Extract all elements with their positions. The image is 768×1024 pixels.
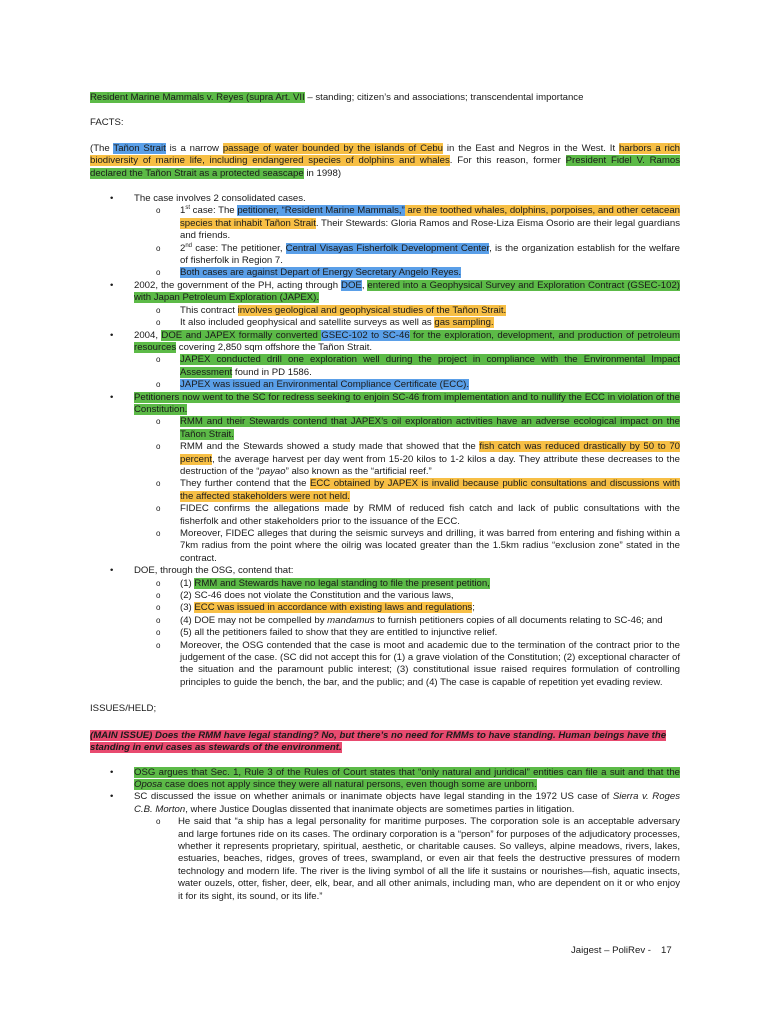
main-issue: (MAIN ISSUE) Does the RMM have legal standing? No, but there’s no need for RMMs to have standing. Human beings have the standing in envi cases as stewards of the environment. — [90, 729, 667, 754]
list-item: o Moreover, FIDEC alleges that during the seismic surveys and drilling, it was barred from entering and fishing within a 7km radius from the point where the oilrig was located greater than the 1.5km radius “exclusion zone” stated in the contract. — [134, 528, 680, 565]
list-item: o (2) SC-46 does not violate the Constitution and the various laws, — [134, 590, 680, 602]
sub-list — [134, 305, 680, 330]
list-item: o (4) DOE may not be compelled by mandamus to furnish petitioners copies of all documents relating to SC-46; and — [134, 615, 680, 627]
sub-list — [134, 816, 680, 903]
held-list — [90, 767, 680, 903]
list-item: o (5) all the petitioners failed to show that they are entitled to injunctive relief. — [134, 627, 680, 639]
list-item: o (3) ECC was issued in accordance with existing laws and regulations; — [134, 602, 680, 614]
sub-list — [134, 354, 680, 391]
list-item: o RMM and the Stewards showed a study made that showed that the fish catch was reduced drastically by 50 to 70 percent, the average harvest per day went from 15-20 kilos to 1-2 kilos a day. They attribute these decreases to the destruction of the “payao” also known as the “artificial reef.” — [134, 441, 680, 478]
footer-label: Jaigest – PoliRev - — [571, 945, 651, 956]
list-item: o This contract involves geological and geophysical studies of the Tañon Strait. — [134, 305, 680, 317]
page-footer — [571, 945, 672, 957]
document-body — [90, 92, 680, 903]
list-item: o (1) RMM and Stewards have no legal standing to file the present petition, — [134, 578, 680, 590]
list-item: • 2002, the government of the PH, acting through DOE, entered into a Geophysical Survey and Exploration Contract (GSEC-102) with Japan Petroleum Exploration (JAPEX). o This contract involves geological and geophysical studies of the Tañon Strait. o It also included geophysical and satellite surveys as well as gas sampling. — [90, 280, 680, 330]
list-item: o FIDEC confirms the allegations made by RMM of reduced fish catch and lack of public consultations with the fisherfolk and other stakeholders prior to the issuance of the ECC. — [134, 503, 680, 528]
sub-list — [134, 578, 680, 690]
page-number: 17 — [660, 945, 672, 956]
list-item: o 2nd case: The petitioner, Central Visayas Fisherfolk Development Center, is the organization establish for the welfare of fisherfolk in Region 7. — [134, 243, 680, 268]
facts-list — [90, 193, 680, 689]
list-item: o 1st case: The petitioner, “Resident Marine Mammals,” are the toothed whales, dolphins, porpoises, and other cetacean species that inhabit Tañon Strait. Their Stewards: Gloria Ramos and Rose-Liza Eisma Osorio are their legal guardians and friends. — [134, 205, 680, 242]
list-item: o He said that “a ship has a legal personality for maritime purposes. The corporation sole is an acceptable adversary and large fortunes ride on its cases. The ordinary corporation is a “person” for purposes of the adjudicatory processes, whether it represents proprietary, spiritual, aesthetic, or charitable causes. So valleys, alpine meadows, rivers, lakes, estuaries, beaches, ridges, groves of trees, swampland, or even air that feels the destructive pressures of modern technology and modern life. The river is the living symbol of all the life it sustains or nourishes—fish, aquatic insects, water ouzels, otter, fisher, deer, elk, bear, and all other animals, including man, who are dependent on it or who enjoy it for its sight, its sound, or its life.” — [134, 816, 680, 903]
list-item: • 2004, DOE and JAPEX formally converted GSEC-102 to SC-46 for the exploration, development, and production of petroleum resources covering 2,850 sqm offshore the Tañon Strait. o JAPEX conducted drill one exploration well during the project in compliance with the Environmental Impact Assessment found in PD 1586. o JAPEX was issued an Environmental Compliance Certificate (ECC). — [90, 330, 680, 392]
list-item: o JAPEX was issued an Environmental Compliance Certificate (ECC). — [134, 379, 680, 391]
list-item: o It also included geophysical and satellite surveys as well as gas sampling. — [134, 317, 680, 329]
facts-paragraph: (The Tañon Strait is a narrow passage of water bounded by the islands of Cebu in the East and Negros in the West. It harbors a rich biodiversity of marine life, including endangered species of dolphins and whales. For this reason, former President Fidel V. Ramos declared the Tañon Strait as a protected seascape in 1998) — [90, 142, 681, 179]
list-item: • The case involves 2 consolidated cases. o 1st case: The petitioner, “Resident Marine Mammals,” are the toothed whales, dolphins, porpoises, and other cetacean species that inhabit Tañon Strait. Their Stewards: Gloria Ramos and Rose-Liza Eisma Osorio are their legal guardians and friends. o 2nd case: The petitioner, Central Visayas Fisherfolk Development Center, is the organization establish for the welfare of fisherfolk in Region 7. o Both cases are against Depart of Energy Secretary Angelo Reyes. — [90, 193, 680, 280]
list-item: o They further contend that the ECC obtained by JAPEX is invalid because public consultations and discussions with the affected stakeholders were not held. — [134, 478, 680, 503]
facts-heading: FACTS: — [90, 117, 124, 129]
list-item: • SC discussed the issue on whether animals or inanimate objects have legal standing in the 1972 US case of Sierra v. Roges C.B. Morton, where Justice Douglas dissented that inanimate objects are sometimes parties in litigation. o He said that “a ship has a legal personality for maritime purposes. The corporation sole is an acceptable adversary and large fortunes ride on its cases. The ordinary corporation is a “person” for purposes of the adjudicatory processes, whether it represents proprietary, spiritual, aesthetic, or charitable causes. So valleys, alpine meadows, rivers, lakes, estuaries, beaches, ridges, groves of trees, swampland, or even air that feels the destructive pressures of modern technology and modern life. The river is the living symbol of all the life it sustains or nourishes—fish, aquatic insects, water ouzels, otter, fisher, deer, elk, bear, and all other animals, including man, who are dependent on it or who enjoy it for its sight, its sound, or its life.” — [90, 791, 680, 903]
list-item: o Both cases are against Depart of Energy Secretary Angelo Reyes. — [134, 267, 680, 279]
case-name-highlight: Resident Marine Mammals v. Reyes (supra Art. VII — [90, 92, 305, 103]
list-item: o RMM and their Stewards contend that JAPEX’s oil exploration activities have an adverse ecological impact on the Tañon Strait. — [134, 416, 680, 441]
list-item: o JAPEX conducted drill one exploration well during the project in compliance with the Environmental Impact Assessment found in PD 1586. — [134, 354, 680, 379]
list-item: • DOE, through the OSG, contend that: o (1) RMM and Stewards have no legal standing to file the present petition, o (2) SC-46 does not violate the Constitution and the various laws, o (3) ECC was issued in accordance with existing laws and regulations; o (4) DOE may not be compelled by mandamus to furnish petitioners copies of all documents relating to SC-46; and o (5) all the petitioners failed to show that they are entitled to injunctive relief. o Moreover, the OSG contended that the case is moot and academic due to the termination of the contract prior to the judgement of the case. (SC did not accept this for (1) a grave violation of the Constitution; (2) exceptional character of the situation and the paramount public interest; (3) constitutional issue raised requires formulation of controlling principles to guide the bench, the bar, and the public; and (4) The case is capable of repetition yet evading review. — [90, 565, 680, 689]
issues-heading: ISSUES/HELD; — [90, 703, 157, 715]
list-item: • OSG argues that Sec. 1, Rule 3 of the Rules of Court states that “only natural and juridical” entities can file a suit and that the Oposa case does not apply since they were all natural persons, even though some are unborn. — [90, 767, 680, 792]
case-title: Resident Marine Mammals v. Reyes (supra Art. VII – standing; citizen’s and associations; transcendental importance — [90, 92, 584, 103]
sub-list — [134, 205, 680, 279]
sub-list — [134, 416, 680, 565]
list-item: • Petitioners now went to the SC for redress seeking to enjoin SC-46 from implementation and to nullify the ECC in violation of the Constitution. o RMM and their Stewards contend that JAPEX’s oil exploration activities have an adverse ecological impact on the Tañon Strait. o RMM and the Stewards showed a study made that showed that the fish catch was reduced drastically by 50 to 70 percent, the average harvest per day went from 15-20 kilos to 1-2 kilos a day. They attribute these decreases to the destruction of the “payao” also known as the “artificial reef.” o They further contend that the ECC obtained by JAPEX is invalid because public consultations and discussions with the affected stakeholders were not held. o FIDEC confirms the allegations made by RMM of reduced fish catch and lack of public consultations with the fisherfolk and other stakeholders prior to the issuance of the ECC. o Moreover, FIDEC alleges that during the seismic surveys and drilling, it was barred from entering and fishing within a 7km radius from the point where the oilrig was located greater than the 1.5km radius “exclusion zone” stated in the contract. — [90, 392, 680, 566]
list-item: o Moreover, the OSG contended that the case is moot and academic due to the termination of the contract prior to the judgement of the case. (SC did not accept this for (1) a grave violation of the Constitution; (2) exceptional character of the situation and the paramount public interest; (3) constitutional issue raised requires formulation of controlling principles to guide the bench, the bar, and the public; and (4) The case is capable of repetition yet evading review. — [134, 640, 680, 690]
